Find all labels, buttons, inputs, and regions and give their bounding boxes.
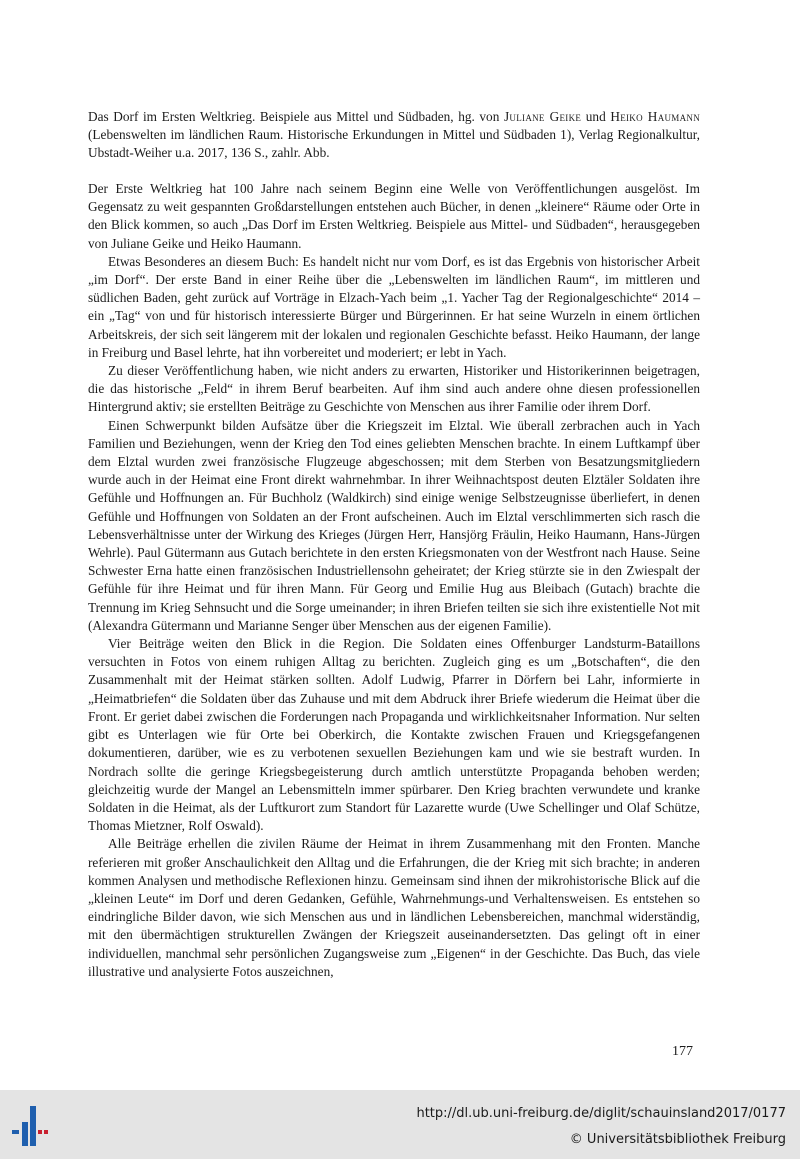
book-citation [88, 108, 700, 163]
paragraph: Alle Beiträge erhellen die zivilen Räume der Heimat in ihrem Zusammenhang mit den Fronten. Manche referieren mit großer Anschaulichkeit den Alltag und die Erfahrungen, die der Krieg mit sich brachte; in anderen kommen Analysen und methodische Reflexionen hinzu. Gemeinsam sind ihnen der mikrohistorische Blick auf die „kleinen Leute“ im Dorf und deren Gedanken, Gefühle, Wahrnehmungs-und Verhaltensweisen. Es entstehen so eindringliche Bilder davon, wie sich Menschen aus und in ländlichen Lebensbereichen, manchmal widerständig, mit den übermächtigen strukturellen Zwängen der Kriegszeit auseinandersetzten. Das gelingt oft in einer individuellen, manchmal sehr persönlichen Zugangsweise zum „Eigenen“ in der Geschichte. Das Buch, das viele illustrative und analysierte Fotos auszeichnen, [88, 836, 700, 979]
review-header [88, 108, 700, 163]
title-part1: Das Dorf im Ersten Weltkrieg. Beispiele aus Mittel und Südbaden, hg. von [88, 109, 504, 124]
paragraph: Etwas Besonderes an diesem Buch: Es handelt nicht nur vom Dorf, es ist das Ergebnis von historischer Arbeit „im Dorf“. Der erste Band in einer Reihe über die „Lebenswelten im ländlichen Raum“, im mittleren und südlichen Baden, geht zurück auf Vorträge in Elzach-Yach beim „1. Yacher Tag der Regionalgeschichte“ 2014 – ein „Tag“ von und für historisch interessierte Bürger und Bürgerinnen. Er hat seine Wurzeln in einem örtlichen Arbeitskreis, der sich seit längerem mit der lokalen und regionalen Geschichte befasst. Heiko Haumann, der lange in Freiburg und Basel lehrte, hat ihn vorbereitet und moderiert; er lebt in Yach. [88, 253, 700, 360]
viewer-footer [0, 1090, 800, 1159]
paragraph: Vier Beiträge weiten den Blick in die Region. Die Soldaten eines Offenburger Landsturm-Bataillons versuchten in Fotos von einem ruhigen Alltag zu berichten. Zugleich ging es um „Botschaften“, die den Zusammenhalt mit der Heimat stärken sollten. Adolf Ludwig, Pfarrer in Dörfern bei Lahr, informierte in „Heimatbriefen“ die Soldaten über das Zuhause und mit dem Abdruck ihrer Briefe wiederum die Heimat über die Front. Er geriet dabei zwischen die Forderungen nach Propaganda und wirklichkeitsnaher Information. Nur selten gibt es Unterlagen wie für Orte bei Oberkirch, die Kontakte zwischen Frauen und Kriegsgefangenen dokumentieren, darüber, wie es zu verbotenen sexuellen Beziehungen kam und wie sie bestraft wurden. In Nordrach sollte die geringe Kriegsbegeisterung durch amtlich unterstützte Propaganda behoben werden; gleichzeitig wurde der Mangel an Lebensmitteln immer spürbarer. Den Krieg brachten verwundete und kranke Soldaten in die Heimat, als der Luftkurort zum Standort für Lazarette wurde (Uwe Schellinger und Olaf Schütze, Thomas Mietzner, Rolf Oswald). [88, 636, 700, 834]
paragraph: Zu dieser Veröffentlichung haben, wie nicht anders zu erwarten, Historiker und Historikerinnen beigetragen, die das historische „Feld“ in ihrem Beruf bearbeiten. Auf ihm sind auch andere ohne diesen professionellen Hintergrund aktiv; sie erstellten Beiträge zu Geschichte von Menschen aus ihrer Familie oder ihrem Dorf. [88, 363, 700, 415]
conjunction: und [581, 109, 611, 124]
title-part2: (Lebenswelten im ländlichen Raum. Historische Erkundungen in Mittel und Südbaden 1), Verlag Regionalkultur, Ubstadt-Weiher u.a. 2017, 136 S., zahlr. Abb. [88, 127, 700, 161]
copyright-notice: © Universitätsbibliothek Freiburg [569, 1132, 786, 1147]
page-number: 177 [672, 1044, 693, 1059]
source-url-link[interactable]: http://dl.ub.uni-freiburg.de/diglit/schauinsland2017/0177 [416, 1106, 786, 1121]
editor-2: Heiko Haumann [610, 109, 700, 124]
review-body [88, 180, 700, 981]
paragraph: Einen Schwerpunkt bilden Aufsätze über die Kriegszeit im Elztal. Wie überall zerbrachen auch in Yach Familien und Beziehungen, wenn der Krieg den Tod eines geliebten Menschen brachte. In einem Luftkampf über dem Elztal wurden zwei französische Flugzeuge abgeschossen; mit dem Sterben von Besatzungsmitgliedern wurde auch in der Heimat eine Front direkt wahrnehmbar. In ihrer Weihnachtspost deuten Elztäler Soldaten ihre Gefühle und Hoffnungen an. Für Buchholz (Waldkirch) sind einige wenige Selbstzeugnisse überliefert, in denen Gefühle und Hoffnungen von Soldaten an der Front aufscheinen. Auch im Elztal verschlimmerten sich rasch die Lebensverhältnisse unter der Wirkung des Krieges (Jürgen Herr, Hansjörg Fräulin, Heiko Haumann, Hans-Jürgen Wehrle). Paul Gütermann aus Gutach berichtete in den ersten Kriegsmonaten von der Westfront nach Hause. Seine Schwester Erna hatte einen französischen Industriellensohn geheiratet; der Krieg stürzte sie in den Zwiespalt der Gefühle für ihre Heimat und für ihren Mann. Für Georg und Emilie Hug aus Bleibach (Gutach) brachte die Trennung im Krieg Sehnsucht und die Sorge umeinander; in ihren Briefen teilten sie sich ihre existentielle Not mit (Alexandra Gütermann und Marianne Senger über Menschen aus der eigenen Familie). [88, 417, 700, 633]
paragraph: Der Erste Weltkrieg hat 100 Jahre nach seinem Beginn eine Welle von Veröffentlichungen ausgelöst. Im Gegensatz zu weit gespannten Großdarstellungen entstehen auch Bücher, in denen „kleinere“ Räume oder Orte in den Blick kommen, so auch „Das Dorf im Ersten Weltkrieg. Beispiele aus Mittel- und Südbaden“, herausgegeben von Juliane Geike und Heiko Haumann. [88, 181, 700, 251]
editor-1: Juliane Geike [503, 109, 582, 124]
university-library-logo-icon [8, 1102, 52, 1150]
